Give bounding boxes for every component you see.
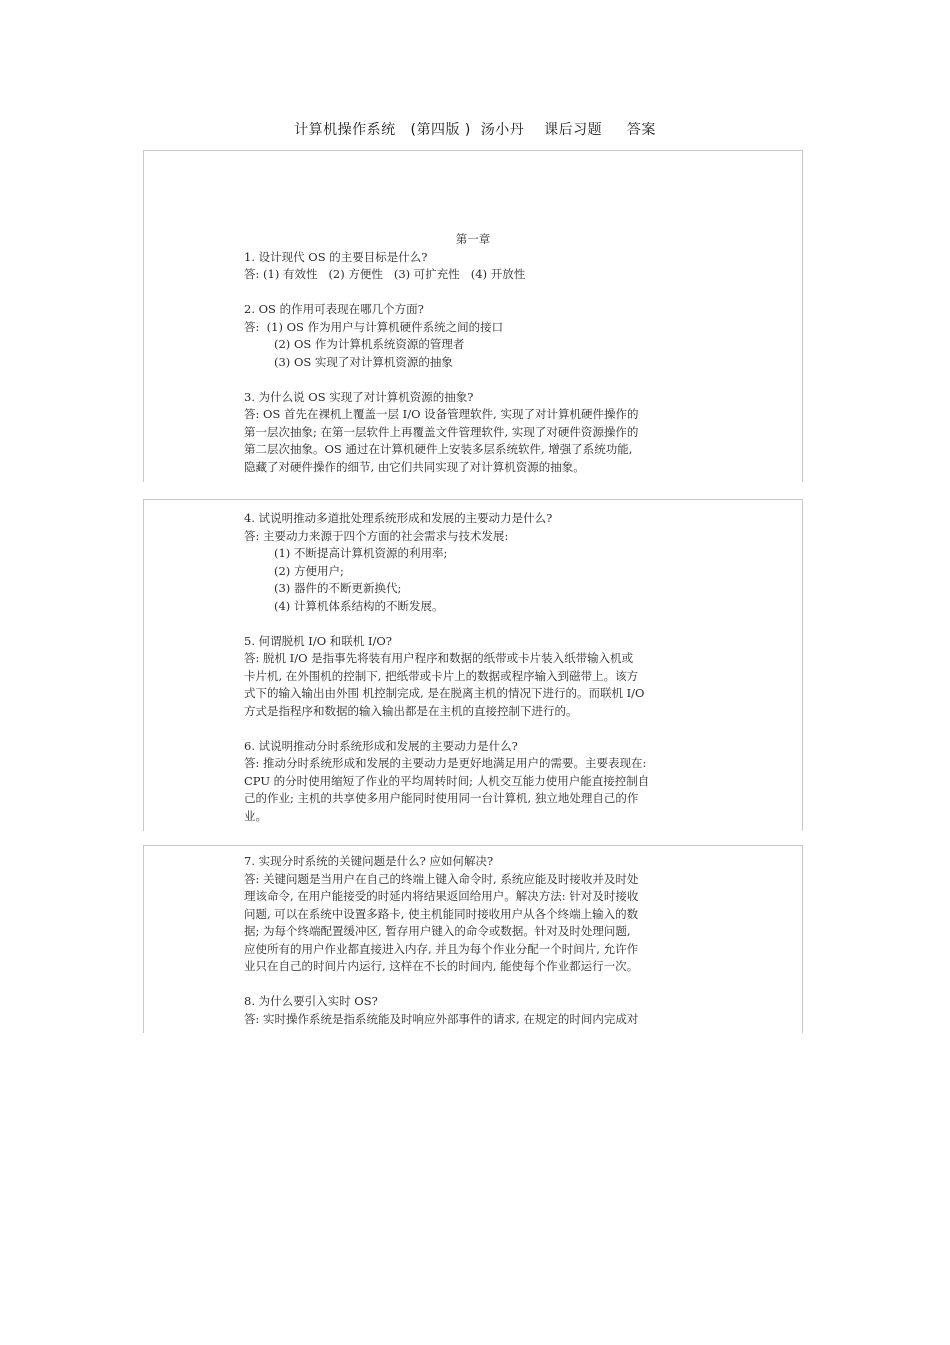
page-2-line: 6. 试说明推动分时系统形成和发展的主要动力是什么? — [244, 738, 518, 753]
page-3-line: 8. 为什么要引入实时 OS? — [244, 994, 378, 1008]
page-2-line: 卡片机, 在外围机的控制下, 把纸带或卡片上的数据或程序输入到磁带上。该方 — [244, 668, 639, 683]
page-3-line: 理该命令, 在用户能接受的时延内将结果返回给用户。解决方法: 针对及时接收 — [244, 889, 639, 903]
page-3-line: 应使所有的用户作业都直接进入内存, 并且为每个作业分配一个时间片, 允许作 — [244, 941, 639, 956]
page-1-line: 3. 为什么说 OS 实现了对计算机资源的抽象? — [244, 389, 474, 404]
page-2-line: CPU 的分时使用缩短了作业的平均周转时间; 人机交互能力使用户能直接控制自 — [244, 773, 650, 788]
scanned-page-1 — [143, 150, 803, 482]
page-1-line: (3) OS 实现了对计算机资源的抽象 — [274, 354, 453, 369]
page-1-line: (2) OS 作为计算机系统资源的管理者 — [274, 337, 465, 351]
page-2-line: 5. 何谓脱机 I/O 和联机 I/O? — [244, 633, 392, 648]
page-3-line: 业只在自己的时间片内运行, 这样在不长的时间内, 能使每个作业都运行一次。 — [244, 959, 639, 973]
page-1-line: 第一章 — [455, 232, 491, 246]
page-3-line: 答: 实时操作系统是指系统能及时响应外部事件的请求, 在规定的时间内完成对 — [244, 1011, 639, 1026]
page-2-line: (2) 方便用户; — [274, 563, 344, 578]
scanned-page-2 — [143, 499, 803, 831]
page-1-line: 答: (1) 有效性 (2) 方便性 (3) 可扩充性 (4) 开放性 — [244, 267, 526, 281]
document-title: 计算机操作系统 (第四版 ) 汤小丹 课后习题 答案 — [294, 122, 656, 138]
page-2-line: 4. 试说明推动多道批处理系统形成和发展的主要动力是什么? — [244, 511, 553, 525]
page-3-line: 据; 为每个终端配置缓冲区, 暂存用户键入的命令或数据。针对及时处理问题, — [244, 924, 631, 938]
page-2-line: 式下的输入输出由外围 机控制完成, 是在脱离主机的情况下进行的。而联机 I/O — [244, 686, 645, 700]
page-2-line: 答: 推动分时系统形成和发展的主要动力是更好地满足用户的需要。主要表现在: — [244, 756, 647, 770]
page-2-line: 答: 主要动力来源于四个方面的社会需求与技术发展: — [244, 528, 509, 543]
page-2-line: 方式是指程序和数据的输入输出都是在主机的直接控制下进行的。 — [244, 703, 578, 718]
page-3-line: 7. 实现分时系统的关键问题是什么? 应如何解决? — [244, 854, 494, 868]
page-3-line: 答: 关键问题是当用户在自己的终端上键入命令时, 系统应能及时接收并及时处 — [244, 871, 639, 886]
page-1-line: 隐藏了对硬件操作的细节, 由它们共同实现了对计算机资源的抽象。 — [244, 459, 585, 474]
page-1-line: 第二层次抽象。OS 通过在计算机硬件上安装多层系统软件, 增强了系统功能, — [244, 442, 633, 456]
page-2-line: (4) 计算机体系结构的不断发展。 — [274, 598, 444, 613]
scanned-page-3 — [143, 845, 803, 1033]
page-2-line: 答: 脱机 I/O 是指事先将装有用户程序和数据的纸带或卡片装入纸带输入机或 — [244, 651, 634, 665]
page-2-line: (3) 器件的不断更新换代; — [274, 581, 402, 595]
page-2-line: 己的作业; 主机的共享使多用户能同时使用同一台计算机, 独立地处理自己的作 — [244, 791, 639, 805]
page-1-line: 答: OS 首先在裸机上覆盖一层 I/O 设备管理软件, 实现了对计算机硬件操作的 — [244, 407, 639, 421]
page-3-line: 问题, 可以在系统中设置多路卡, 使主机能同时接收用户从各个终端上输入的数 — [244, 906, 639, 921]
page-1-line: 答: (1) OS 作为用户与计算机硬件系统之间的接口 — [244, 319, 504, 334]
page-1-line: 1. 设计现代 OS 的主要目标是什么? — [244, 249, 428, 264]
page-2-line: (1) 不断提高计算机资源的利用率; — [274, 546, 448, 560]
page-1-line: 第一层次抽象; 在第一层软件上再覆盖文件管理软件, 实现了对硬件资源操作的 — [244, 424, 639, 439]
page-2-line: 业。 — [244, 808, 267, 823]
page-1-line: 2. OS 的作用可表现在哪几个方面? — [244, 302, 424, 316]
